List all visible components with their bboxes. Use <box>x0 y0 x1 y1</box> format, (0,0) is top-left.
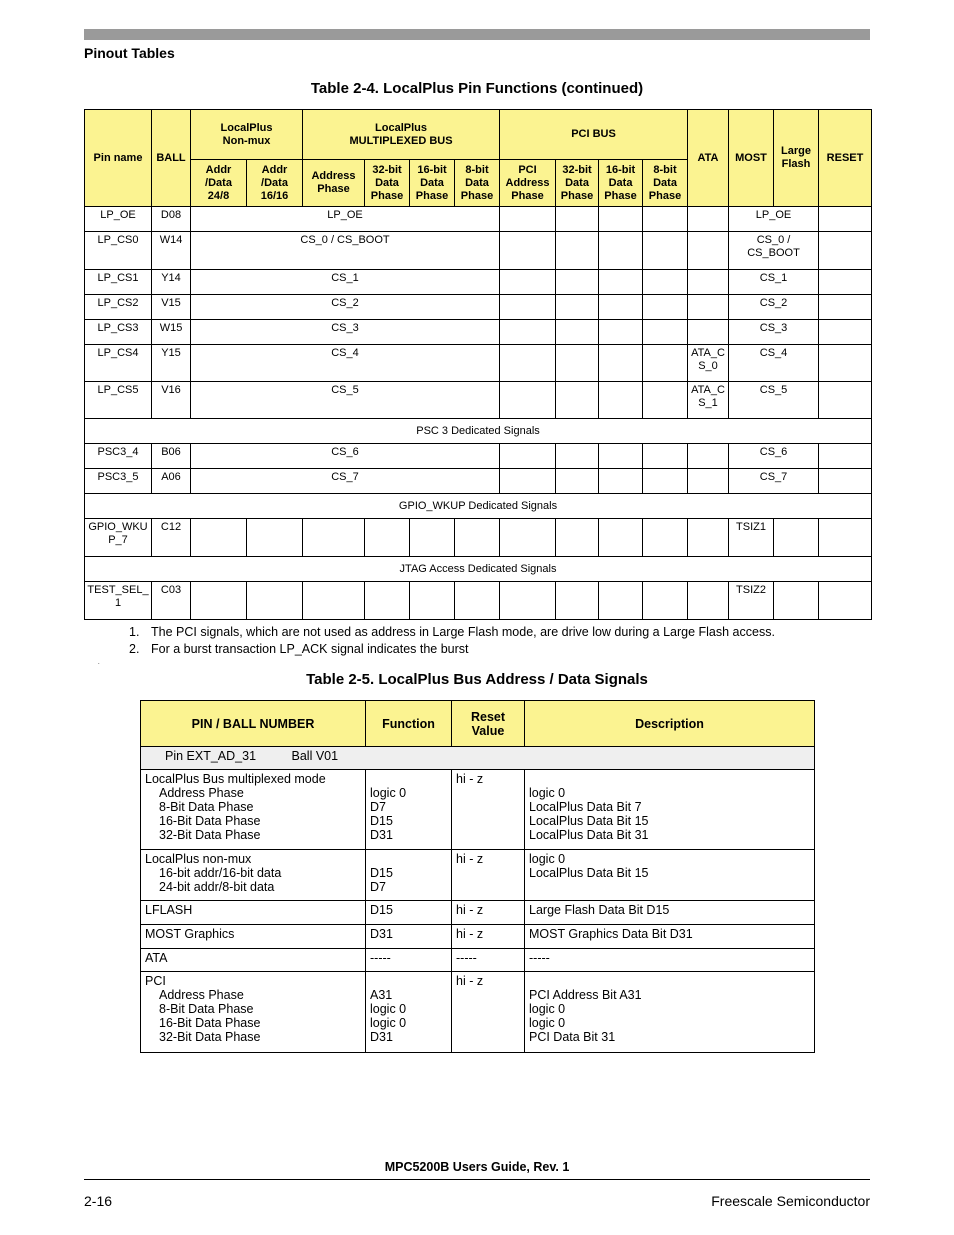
table-row-lp-cs1: LP_CS1 Y14 CS_1 CS_1 <box>85 270 872 295</box>
company-name: Freescale Semiconductor <box>711 1193 870 1209</box>
footer-doc-title: MPC5200B Users Guide, Rev. 1 <box>384 1160 570 1174</box>
stray-dot: . <box>98 660 100 666</box>
table-row-lp-cs2: LP_CS2 V15 CS_2 CS_2 <box>85 295 872 320</box>
header-pci-bus: PCI BUS <box>500 110 688 160</box>
table-row: LocalPlus non-mux 16-bit addr/16-bit data 24-bit addr/8-bit data D15 D7 hi - z logic 0 LocalPlus Data Bit 15 <box>141 850 815 901</box>
table-5-caption: Table 2-5. LocalPlus Bus Address / Data Signals <box>306 671 648 688</box>
subheader-pci-8bit-data-phase: 8-bit Data Phase <box>643 160 688 207</box>
table-row: PCI Address Phase 8-Bit Data Phase 16-Bit Data Phase 32-Bit Data Phase A31 logic 0 logic 0 D31 hi - z PCI Address Bit A31 logic 0 logic 0 PCI Data Bit 31 <box>141 972 815 1053</box>
table-row-lp-oe: LP_OE D08 LP_OE LP_OE <box>85 207 872 232</box>
table-4-caption: Table 2-4. LocalPlus Pin Functions (continued) <box>310 80 644 97</box>
table-row-lp-cs5: LP_CS5 V16 CS_5 ATA_C S_1 CS_5 <box>85 382 872 419</box>
page-number: 2-16 <box>84 1193 113 1209</box>
table-row: ATA ----- ----- ----- <box>141 949 815 972</box>
subheader-addr-data-24-8: Addr /Data 24/8 <box>191 160 247 207</box>
subheader-16bit-data-phase: 16-bit Data Phase <box>410 160 455 207</box>
footer-divider <box>84 1179 870 1180</box>
header-ball: BALL <box>152 110 191 207</box>
footnote-1: 1. The PCI signals, which are not used as address in Large Flash mode, are drive low during a Large Flash access. <box>129 625 775 639</box>
header-large-flash: Large Flash <box>774 110 819 207</box>
table-row-lp-cs3: LP_CS3 W15 CS_3 CS_3 <box>85 320 872 345</box>
table-row: MOST Graphics D31 hi - z MOST Graphics Data Bit D31 <box>141 925 815 949</box>
header-reset: RESET <box>819 110 872 207</box>
header-localplus-multiplexed: LocalPlus MULTIPLEXED BUS <box>303 110 500 160</box>
subheader-8bit-data-phase: 8-bit Data Phase <box>455 160 500 207</box>
table-row-lp-cs0: LP_CS0 W14 CS_0 / CS_BOOT CS_0 / CS_BOOT <box>85 232 872 270</box>
subheader-pci-16bit-data-phase: 16-bit Data Phase <box>599 160 643 207</box>
header-pin-name: Pin name <box>85 110 152 207</box>
subheader-pci-address-phase: PCI Address Phase <box>500 160 556 207</box>
section-title: Pinout Tables <box>84 45 175 61</box>
header-most: MOST <box>729 110 774 207</box>
table-row-lp-cs4: LP_CS4 Y15 CS_4 ATA_C S_0 CS_4 <box>85 345 872 382</box>
table-localplus-address-data-signals <box>140 700 815 1053</box>
subheader-pci-32bit-data-phase: 32-bit Data Phase <box>556 160 599 207</box>
top-decorative-bar <box>84 29 870 40</box>
table-section-row <box>85 494 872 519</box>
header-pin-ball-number: PIN / BALL NUMBER <box>141 701 366 747</box>
table-row: LFLASH D15 hi - z Large Flash Data Bit D15 <box>141 901 815 925</box>
footnote-2: 2. For a burst transaction LP_ACK signal indicates the burst <box>129 642 469 656</box>
table-row: LocalPlus Bus multiplexed mode Address Phase 8-Bit Data Phase 16-Bit Data Phase 32-Bit Data Phase logic 0 D7 D15 D31 hi - z logic 0 LocalPlus Data Bit 7 LocalPlus Data Bit 15 LocalPlus Data Bit 31 <box>141 770 815 850</box>
header-description: Description <box>525 701 815 747</box>
header-localplus-nonmux: LocalPlus Non-mux <box>191 110 303 160</box>
subheader-address-phase: Address Phase <box>303 160 365 207</box>
section-jtag: JTAG Access Dedicated Signals <box>85 557 872 582</box>
table-localplus-pin-functions <box>84 109 872 620</box>
table-row-psc3-4: PSC3_4 B06 CS_6 CS_6 <box>85 444 872 469</box>
pin-row: Pin EXT_AD_31 Ball V01 <box>141 747 815 770</box>
table-section-row <box>85 419 872 444</box>
header-function: Function <box>366 701 452 747</box>
table-row-psc3-5: PSC3_5 A06 CS_7 CS_7 <box>85 469 872 494</box>
section-psc3: PSC 3 Dedicated Signals <box>85 419 872 444</box>
table-notes <box>129 624 775 658</box>
table-section-row <box>85 557 872 582</box>
table-row-test-sel-1: TEST_SEL_ 1 C03 TSIZ2 <box>85 582 872 620</box>
table-row-gpio-wkup-7: GPIO_WKU P_7 C12 TSIZ1 <box>85 519 872 557</box>
header-ata: ATA <box>688 110 729 207</box>
subheader-32bit-data-phase: 32-bit Data Phase <box>365 160 410 207</box>
section-gpio-wkup: GPIO_WKUP Dedicated Signals <box>85 494 872 519</box>
header-reset-value: Reset Value <box>452 701 525 747</box>
subheader-addr-data-16-16: Addr /Data 16/16 <box>247 160 303 207</box>
